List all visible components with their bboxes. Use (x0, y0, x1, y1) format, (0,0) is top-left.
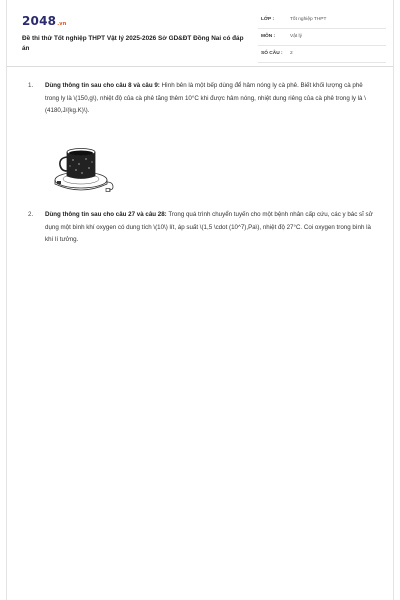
question-lead: Dùng thông tin sau cho câu 27 và câu 28: (45, 211, 167, 218)
logo-suffix: .vn (57, 21, 67, 27)
logo-text: 2048 (22, 14, 57, 28)
document-title: Đề thi thử Tốt nghiệp THPT Vật lý 2025-2026 Sở GD&ĐT Đồng Nai có đáp án (22, 35, 244, 52)
meta-label: SỐ CÂU : (261, 51, 283, 56)
question-text (45, 209, 375, 247)
meta-row-class (258, 14, 386, 29)
meta-value: Vật lý (290, 34, 302, 39)
meta-label: LỚP : (261, 17, 275, 22)
question-body: Trong quá trình chuyển tuyến cho một bệnh nhân cấp cứu, các y bác sĩ sử dụng một bình khí oxygen có dung tích \(10\) lít, áp suất \(1,5 \cdot (10^7),Pa\), nhiệt độ 27°C. Coi oxygen trong bình là khí lí tưởng. (45, 211, 373, 243)
coffee-warmer-illustration (51, 140, 117, 192)
site-logo[interactable] (22, 14, 67, 28)
question-body: Hình bên là một bếp dùng để hâm nóng ly cà phê. Biết khối lượng cà phê trong ly là \(150,g\), nhiệt độ của cà phê tăng thêm 10°C khi được hâm nóng, nhiệt dung riêng của cà phê trong ly là \(4180,J/(kg.K)\). (45, 82, 366, 114)
meta-row-subject (258, 31, 386, 46)
document-page (6, 0, 394, 600)
question-number: 1. (28, 82, 34, 89)
meta-value: 2 (290, 51, 293, 56)
document-header (7, 0, 393, 67)
document-meta (258, 14, 386, 65)
question-text (45, 80, 375, 118)
meta-label: MÔN : (261, 34, 276, 39)
question-lead: Dùng thông tin sau cho câu 8 và câu 9: (45, 82, 160, 89)
meta-value: Tốt nghiệp THPT (290, 17, 327, 22)
question-number: 2. (28, 211, 34, 218)
meta-row-question-count (258, 48, 386, 63)
